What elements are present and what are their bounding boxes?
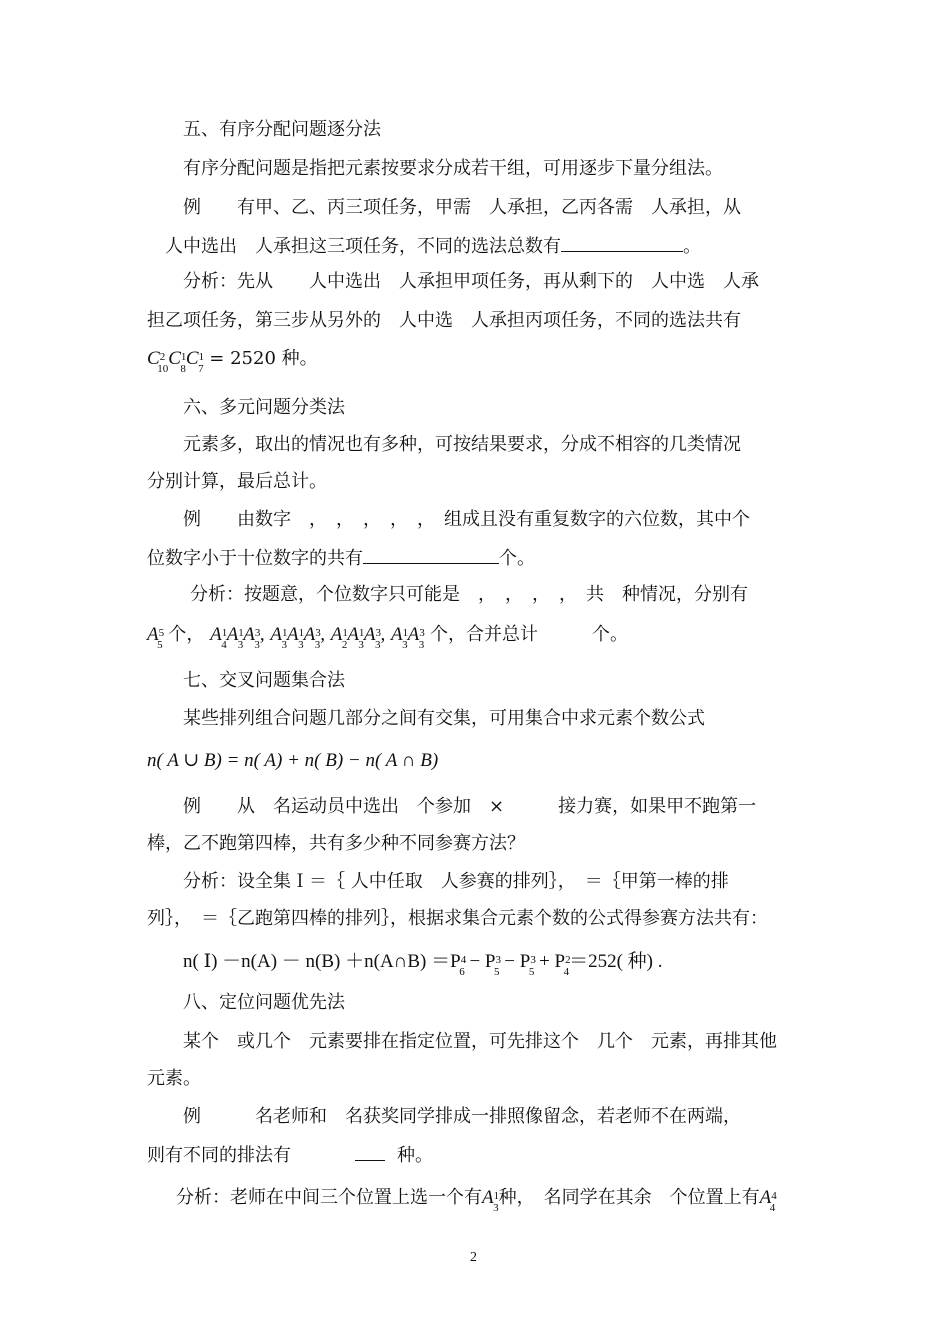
section-5-title: 五、有序分配问题逐分法: [183, 119, 381, 140]
permutation-product-3: $A^1_2A^1_3A^3_3$,: [330, 624, 386, 651]
section-5-analysis-line-2: 担乙项任务，第三步从另外的 人中选 人承担丙项任务，不同的选法共有: [147, 310, 741, 331]
section-6-title: 六、多元问题分类法: [183, 397, 345, 418]
permutation-a1-3: $A^1_3$: [482, 1187, 500, 1214]
section-5-formula-result: = 2520 种。: [209, 348, 318, 369]
section-8-title: 八、定位问题优先法: [183, 992, 345, 1013]
section-5-example-end: 。: [683, 236, 701, 257]
combination-c3: $C^1_7$: [185, 348, 205, 375]
answer-blank: [355, 1142, 385, 1161]
section-6-analysis-line-1: 分析：按题意，个位数字只可能是 ， ， ， ， 共 种情况，分别有: [190, 584, 748, 605]
section-6-intro-line-1: 元素多，取出的情况也有多种，可按结果要求，分成不相容的几类情况: [183, 434, 741, 455]
answer-blank: [363, 545, 499, 564]
section-7-example-line-1: 例 从 名运动员中选出 个参加 × 接力赛，如果甲不跑第一: [183, 796, 757, 817]
section-6-analysis-end: 个，合并总计 个。: [429, 624, 628, 645]
section-8-analysis-line-1: 分析：老师在中间三个位置上选一个有$A^1_3$种， 名同学在其余 个位置上有$A^4_4$: [176, 1187, 777, 1214]
section-8-example-line-2: [147, 1142, 433, 1168]
section-6-intro-line-2: 分别计算，最后总计。: [147, 471, 327, 492]
section-7-title: 七、交叉问题集合法: [183, 670, 345, 691]
section-5-example-line-1: 例 有甲、乙、丙三项任务，甲需 人承担，乙丙各需 人承担，从: [183, 197, 741, 218]
combination-c2: $C^1_8$: [168, 348, 187, 375]
permutation-product-2: $A^1_3A^1_3A^3_3$,: [270, 624, 325, 651]
section-6-analysis-line-2: [147, 623, 628, 649]
permutation-a5-5: $A^5_5$: [147, 624, 165, 651]
section-7-example-line-2: 棒，乙不跑第四棒，共有多少种不同参赛方法？: [147, 833, 525, 854]
section-6-example-line-2: [147, 545, 535, 571]
section-8-intro-line-2: 元素。: [147, 1068, 201, 1089]
section-7-analysis-line-1: 分析：设全集Ｉ＝｛ 人中任取 人参赛的排列｝， ＝｛甲第一棒的排: [183, 871, 729, 892]
section-5-analysis-line-1: 分析：先从 人中选出 人承担甲项任务，再从剩下的 人中选 人承: [183, 271, 759, 292]
section-7-set-formula: n( A ∪ B) = n( A) + n( B) − n( A ∩ B): [147, 750, 439, 771]
section-6-example-text: 位数字小于十位数字的共有: [147, 548, 363, 569]
page-number: 2: [470, 1250, 477, 1265]
section-7-result-formula: n( Ⅰ) －n(A) － n(B) ＋n(A∩B) $=P^4_6 - P^3_5 - P^3_5 + P^2_4=252$( 种) .: [183, 951, 663, 978]
permutation-product-1: $A^1_4A^1_3A^3_3$,: [210, 624, 265, 651]
answer-blank: [561, 233, 683, 252]
section-7-analysis-line-2: 列｝， ＝｛乙跑第四棒的排列｝，根据求集合元素个数的公式得参赛方法共有：: [147, 908, 768, 929]
section-7-intro: 某些排列组合问题几部分之间有交集，可用集合中求元素个数公式: [183, 708, 705, 729]
section-8-example-line-1: 例 名老师和 名获奖同学排成一排照像留念，若老师不在两端，: [183, 1106, 741, 1127]
combination-c1: $C^2_{10}$: [147, 348, 169, 375]
analysis-count-1: 个，: [168, 624, 205, 645]
section-5-example-line-2: [147, 233, 701, 259]
section-8-example-end: 种。: [397, 1145, 433, 1166]
section-8-intro-line-1: 某个 或几个 元素要排在指定位置，可先排这个 几个 元素，再排其他: [183, 1031, 777, 1052]
section-8-example-text: 则有不同的排法有: [147, 1145, 291, 1166]
section-6-example-end: 个。: [499, 548, 535, 569]
section-5-formula: [147, 347, 318, 373]
permutation-a4-4: $A^4_4$: [759, 1187, 777, 1214]
section-5-example-text: 人中选出 人承担这三项任务，不同的选法总数有: [147, 236, 561, 257]
permutation-product-4: $A^1_3A^3_3$: [391, 624, 425, 651]
section-6-example-line-1: 例 由数字 ， ， ， ， ， 组成且没有重复数字的六位数，其中个: [183, 509, 750, 530]
section-5-intro: 有序分配问题是指把元素按要求分成若干组，可用逐步下量分组法。: [183, 158, 723, 179]
